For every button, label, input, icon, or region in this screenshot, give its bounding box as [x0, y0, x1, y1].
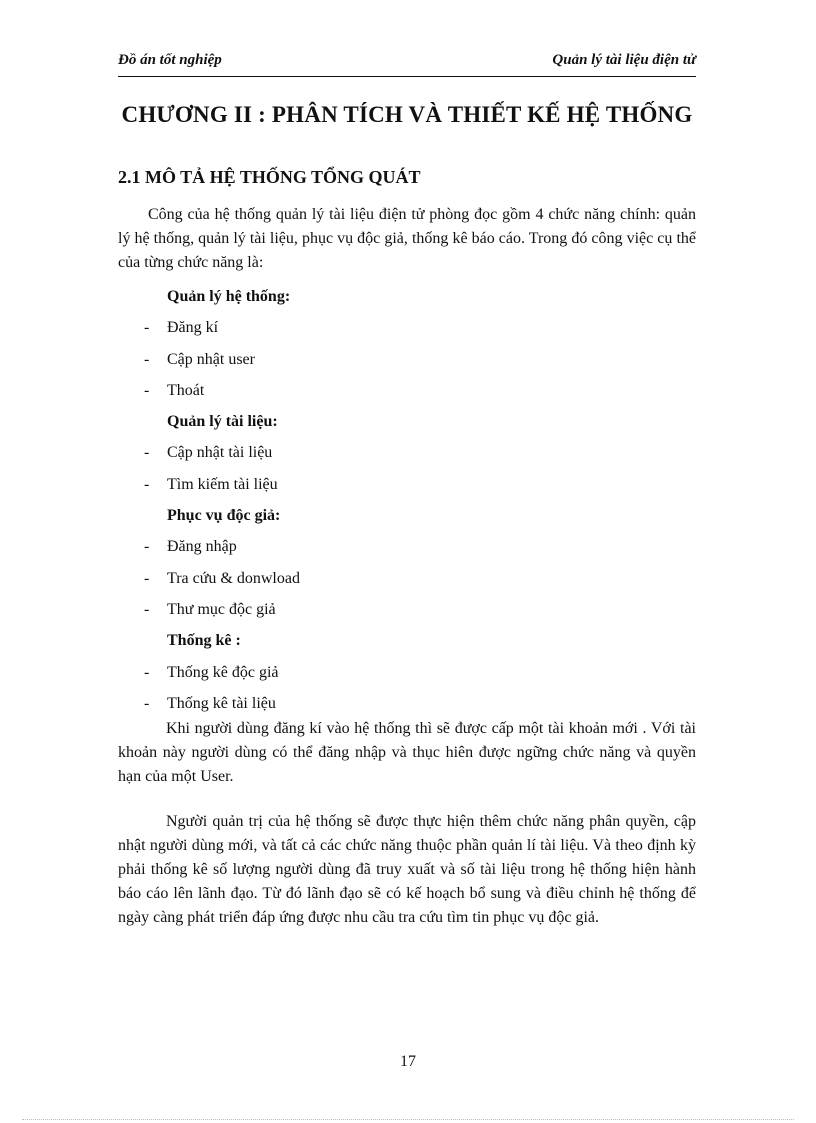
function-heading-label: Phục vụ độc giả: — [167, 507, 281, 525]
page-header — [118, 52, 696, 74]
function-heading-label: Quản lý tài liệu: — [167, 413, 278, 431]
bullet-dash: - — [144, 475, 150, 493]
function-item — [118, 437, 696, 468]
function-item-label: Cập nhật user — [167, 350, 255, 368]
bullet-dash: - — [144, 350, 150, 368]
function-item — [118, 344, 696, 375]
bullet-dash: - — [144, 569, 150, 587]
function-item-label: Thống kê tài liệu — [167, 694, 276, 712]
function-item-label: Cập nhật tài liệu — [167, 444, 273, 462]
function-item-label: Đăng kí — [167, 319, 219, 337]
bullet-dash: - — [144, 444, 150, 462]
chapter-title: CHƯƠNG II : PHÂN TÍCH VÀ THIẾT KẾ HỆ THỐNG — [121, 102, 693, 127]
function-heading — [118, 500, 696, 531]
function-item — [118, 312, 696, 343]
function-item — [118, 688, 696, 719]
function-item-label: Thư mục độc giả — [167, 600, 276, 618]
function-heading-label: Thống kê : — [167, 632, 241, 650]
function-item-label: Đăng nhập — [167, 538, 237, 556]
bullet-dash: - — [144, 381, 150, 399]
admin-paragraph: Người quản trị của hệ thống sẽ được thực hiện thêm chức năng phân quyền, cập nhật người dùng mới, và tất cả các chức năng thuộc phần quản lí tài liệu. Và theo định kỳ phải thống kê số lượng người dùng đã truy xuất và số tài liệu trong hệ thống hiện hành báo cáo lên lãnh đạo. Từ đó lãnh đạo sẽ có kế hoạch bổ sung và điều chỉnh hệ thống để ngày càng phát triển đáp ứng được nhu cầu tra cứu tìm tin phục vụ độc giả. — [118, 813, 696, 926]
bullet-dash: - — [144, 600, 150, 618]
function-item-label: Tra cứu & donwload — [167, 569, 300, 587]
function-heading — [118, 625, 696, 656]
function-item — [118, 531, 696, 562]
bullet-dash: - — [144, 538, 150, 556]
function-heading — [118, 406, 696, 437]
bullet-dash: - — [144, 694, 150, 712]
intro-paragraph: Công của hệ thống quản lý tài liệu điện tử phòng đọc gồm 4 chức năng chính: quản lý hệ thống, quản lý tài liệu, phục vụ độc giả, thống kê báo cáo. Trong đó công việc cụ thể của từng chức năng là: — [118, 206, 696, 271]
function-list — [118, 281, 696, 719]
header-left-title: Đồ án tốt nghiệp — [118, 52, 222, 68]
function-item — [118, 563, 696, 594]
header-divider — [118, 76, 696, 77]
function-item-label: Thoát — [167, 381, 205, 399]
function-item — [118, 594, 696, 625]
function-item-label: Thống kê độc giả — [167, 663, 279, 681]
bullet-dash: - — [144, 663, 150, 681]
page-number: 17 — [400, 1053, 416, 1070]
function-heading — [118, 281, 696, 312]
section-title: 2.1 MÔ TẢ HỆ THỐNG TỔNG QUÁT — [118, 167, 421, 187]
function-item-label: Tìm kiếm tài liệu — [167, 475, 278, 493]
bullet-dash: - — [144, 319, 150, 337]
user-paragraph: Khi người dùng đăng kí vào hệ thống thì sẽ được cấp một tài khoản mới . Với tài khoản này người dùng có thể đăng nhập và thục hiên được ngững chức năng và quyền hạn của một User. — [118, 720, 696, 785]
function-heading-label: Quản lý hệ thống: — [167, 288, 291, 305]
header-right-title: Quản lý tài liệu điện tử — [552, 52, 696, 68]
function-item — [118, 657, 696, 688]
page-bottom-border — [22, 1119, 794, 1120]
function-item — [118, 375, 696, 406]
function-item — [118, 469, 696, 500]
